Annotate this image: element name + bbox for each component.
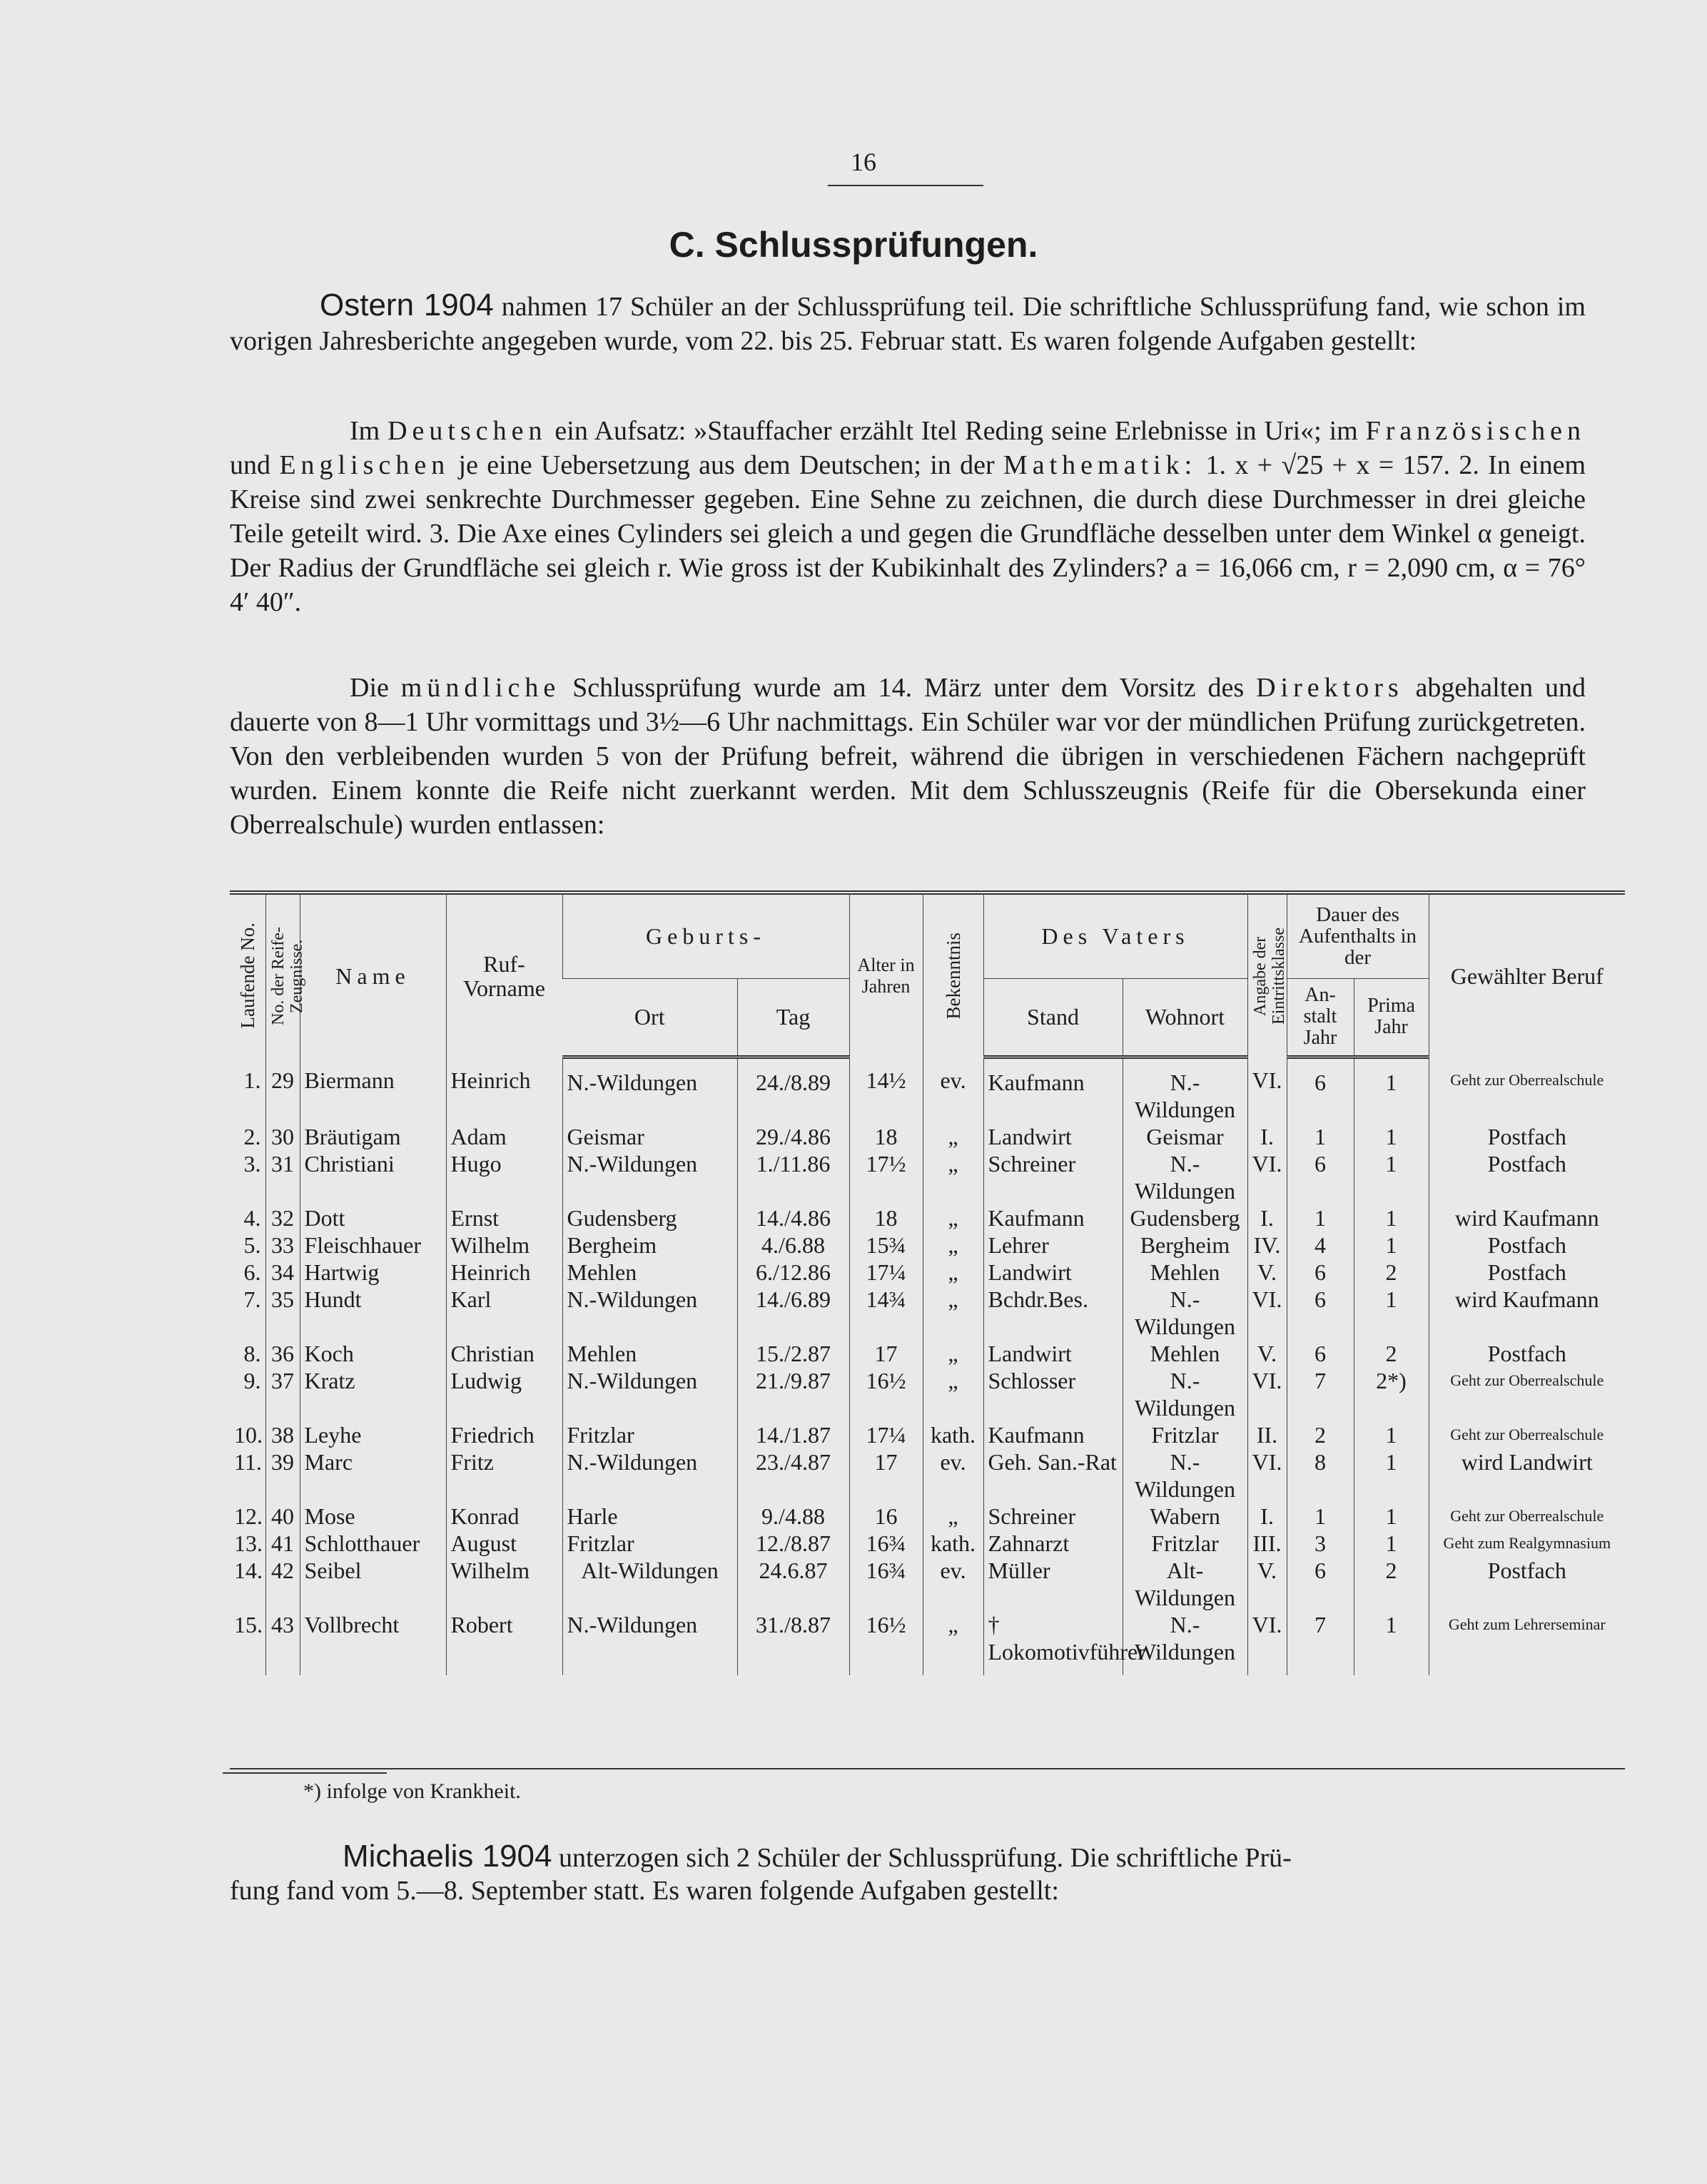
cell-beruf: Postfach bbox=[1429, 1123, 1625, 1150]
cell-anstalt: 1 bbox=[1287, 1123, 1354, 1150]
cell-wohnort: N.-Wildungen bbox=[1123, 1367, 1247, 1421]
michaelis-lead: Michaelis 1904 bbox=[343, 1839, 552, 1874]
cell-prima: 2*) bbox=[1354, 1367, 1429, 1421]
oral-exam-paragraph bbox=[230, 671, 1586, 842]
cell-lfd: 11. bbox=[234, 1448, 262, 1475]
cell-wohnort: Fritzlar bbox=[1123, 1530, 1247, 1557]
cell-stand: Landwirt bbox=[983, 1259, 1123, 1286]
cell-ruf: Wilhelm bbox=[446, 1231, 562, 1259]
cell-tag: 4./6.88 bbox=[737, 1231, 849, 1259]
cell-stand: † Lokomotivführer bbox=[983, 1611, 1123, 1675]
header-des-vaters: Des Vaters bbox=[983, 893, 1247, 978]
cell-reife: 33 bbox=[265, 1231, 300, 1259]
cell-anstalt: 3 bbox=[1287, 1530, 1354, 1557]
header-tag: Tag bbox=[737, 978, 849, 1057]
table-row bbox=[230, 1557, 1625, 1611]
cell-ruf: Heinrich bbox=[446, 1057, 562, 1123]
cell-ruf: Wilhelm bbox=[446, 1557, 562, 1611]
cell-ort: Mehlen bbox=[562, 1259, 737, 1286]
cell-eintritt: VI. bbox=[1247, 1611, 1287, 1675]
cell-stand: Zahnarzt bbox=[983, 1530, 1123, 1557]
cell-eintritt: VI. bbox=[1247, 1286, 1287, 1340]
header-wohnort: Wohnort bbox=[1123, 978, 1247, 1057]
cell-ruf: Christian bbox=[446, 1340, 562, 1367]
cell-name: Seibel bbox=[300, 1557, 446, 1611]
cell-eintritt: VI. bbox=[1247, 1448, 1287, 1503]
cell-tag: 14./1.87 bbox=[737, 1421, 849, 1448]
cell-anstalt: 2 bbox=[1287, 1421, 1354, 1448]
cell-ruf: Ludwig bbox=[446, 1367, 562, 1421]
cell-alter: 16¾ bbox=[849, 1557, 923, 1611]
oral-text-1: Die bbox=[350, 673, 389, 703]
cell-name: Kratz bbox=[300, 1367, 446, 1421]
cell-prima: 1 bbox=[1354, 1150, 1429, 1204]
graduates-table bbox=[230, 890, 1625, 1675]
cell-wohnort: N.-Wildungen bbox=[1123, 1286, 1247, 1340]
tasks-text-2: ein Aufsatz: »Stauffacher erzählt Itel Reding seine Erlebnisse in Uri«; im bbox=[554, 416, 1358, 446]
table-row bbox=[230, 1204, 1625, 1231]
cell-beruf: Geht zum Lehrerseminar bbox=[1429, 1611, 1625, 1675]
cell-anstalt: 1 bbox=[1287, 1204, 1354, 1231]
cell-alter: 16 bbox=[849, 1503, 923, 1530]
cell-tag: 24./8.89 bbox=[737, 1057, 849, 1123]
cell-alter: 16¾ bbox=[849, 1530, 923, 1557]
graduates-table-body bbox=[230, 1057, 1625, 1675]
cell-ruf: August bbox=[446, 1530, 562, 1557]
cell-stand: Schreiner bbox=[983, 1503, 1123, 1530]
cell-eintritt: V. bbox=[1247, 1259, 1287, 1286]
cell-bek: kath. bbox=[923, 1530, 983, 1557]
cell-tag: 15./2.87 bbox=[737, 1340, 849, 1367]
cell-bek: „ bbox=[923, 1340, 983, 1367]
cell-name: Leyhe bbox=[300, 1421, 446, 1448]
cell-ort: N.-Wildungen bbox=[562, 1367, 737, 1421]
cell-stand: Landwirt bbox=[983, 1340, 1123, 1367]
cell-lfd: 13. bbox=[234, 1530, 263, 1556]
cell-alter: 16½ bbox=[849, 1611, 923, 1675]
cell-beruf: Geht zur Oberrealschule bbox=[1429, 1367, 1625, 1421]
cell-anstalt: 6 bbox=[1287, 1286, 1354, 1340]
table-row bbox=[230, 1259, 1625, 1286]
michaelis-continuation: fung fand vom 5.—8. September statt. Es waren folgende Aufgaben gestellt: bbox=[230, 1876, 1059, 1906]
cell-bek: „ bbox=[923, 1367, 983, 1421]
table-row bbox=[230, 1503, 1625, 1530]
cell-name: Marc bbox=[300, 1448, 446, 1503]
cell-ort: Alt-Wildungen bbox=[562, 1557, 737, 1611]
cell-beruf: Geht zum Realgymnasium bbox=[1429, 1530, 1625, 1557]
table-row bbox=[230, 1530, 1625, 1557]
cell-lfd: 8. bbox=[243, 1340, 261, 1366]
table-row bbox=[230, 1421, 1625, 1448]
cell-reife: 42 bbox=[265, 1557, 300, 1611]
cell-alter: 18 bbox=[849, 1204, 923, 1231]
cell-lfd: 10. bbox=[234, 1421, 263, 1448]
cell-tag: 9./4.88 bbox=[737, 1503, 849, 1530]
cell-tag: 24.6.87 bbox=[737, 1557, 849, 1611]
cell-name: Dott bbox=[300, 1204, 446, 1231]
cell-reife: 40 bbox=[265, 1503, 300, 1530]
cell-eintritt: VI. bbox=[1247, 1367, 1287, 1421]
cell-lfd: 3. bbox=[243, 1150, 261, 1177]
cell-prima: 1 bbox=[1354, 1503, 1429, 1530]
tasks-text-5: 1. x + √25 + x = 157. 2. In einem Kreise sind zwei senkrechte Durchmesser gegeben. Eine Sehne zu zeichnen, die durch diese Durchmesser in drei gleiche Teile geteilt wird. 3. Die Axe eines Cylinders sei gleich a und gegen die Grundfläche desselben unter dem Winkel α geneigt. Der Radius der Grundfläche sei gleich r. Wie gross ist der Kubikinhalt des Zylinders? a = 16,066 cm, r = 2,090 cm, α = 76° 4′ 40″. bbox=[230, 450, 1586, 617]
header-beruf: Gewählter Beruf bbox=[1429, 893, 1625, 1057]
cell-prima: 1 bbox=[1354, 1530, 1429, 1557]
cell-anstalt: 8 bbox=[1287, 1448, 1354, 1503]
cell-reife: 29 bbox=[265, 1057, 300, 1123]
cell-tag: 6./12.86 bbox=[737, 1259, 849, 1286]
cell-stand: Kaufmann bbox=[983, 1204, 1123, 1231]
cell-tag: 14./4.86 bbox=[737, 1204, 849, 1231]
cell-wohnort: Bergheim bbox=[1123, 1231, 1247, 1259]
cell-beruf: Postfach bbox=[1429, 1259, 1625, 1286]
cell-reife: 32 bbox=[265, 1204, 300, 1231]
cell-prima: 1 bbox=[1354, 1421, 1429, 1448]
cell-anstalt: 4 bbox=[1287, 1231, 1354, 1259]
section-title: C. Schlussprüfungen. bbox=[669, 225, 1038, 265]
cell-tag: 12./8.87 bbox=[737, 1530, 849, 1557]
oral-muendliche: mündliche bbox=[400, 673, 561, 703]
cell-beruf: Postfach bbox=[1429, 1340, 1625, 1367]
cell-bek: „ bbox=[923, 1503, 983, 1530]
tasks-paragraph bbox=[230, 414, 1586, 619]
cell-reife: 39 bbox=[265, 1448, 300, 1503]
table-row bbox=[230, 1611, 1625, 1675]
cell-bek: „ bbox=[923, 1286, 983, 1340]
cell-wohnort: N.-Wildungen bbox=[1123, 1448, 1247, 1503]
table-row bbox=[230, 1367, 1625, 1421]
cell-prima: 1 bbox=[1354, 1057, 1429, 1123]
table-row bbox=[230, 1057, 1625, 1123]
cell-wohnort: N.-Wildungen bbox=[1123, 1150, 1247, 1204]
cell-wohnort: Geismar bbox=[1123, 1123, 1247, 1150]
table-row bbox=[230, 1448, 1625, 1503]
cell-ruf: Robert bbox=[446, 1611, 562, 1675]
header-reife-no: No. der Reife-Zeugnisse. bbox=[265, 893, 300, 1057]
table-bottom-rule bbox=[230, 1768, 1625, 1769]
cell-reife: 41 bbox=[265, 1530, 300, 1557]
subject-mathematik: Mathematik: bbox=[1003, 450, 1197, 480]
cell-bek: „ bbox=[923, 1123, 983, 1150]
cell-name: Bräutigam bbox=[300, 1123, 446, 1150]
michaelis-text: unterzogen sich 2 Schüler der Schlussprüfung. Die schriftliche Prü- bbox=[559, 1843, 1292, 1873]
table-row bbox=[230, 1123, 1625, 1150]
cell-ruf: Adam bbox=[446, 1123, 562, 1150]
intro-lead: Ostern 1904 bbox=[320, 288, 494, 322]
footnote: *) infolge von Krankheit. bbox=[303, 1779, 521, 1803]
cell-name: Vollbrecht bbox=[300, 1611, 446, 1675]
cell-tag: 31./8.87 bbox=[737, 1611, 849, 1675]
subject-englisch: Englischen bbox=[279, 450, 450, 480]
cell-name: Christiani bbox=[300, 1150, 446, 1204]
cell-beruf: wird Kaufmann bbox=[1429, 1286, 1625, 1340]
cell-lfd: 2. bbox=[243, 1123, 261, 1149]
cell-tag: 29./4.86 bbox=[737, 1123, 849, 1150]
cell-alter: 17½ bbox=[849, 1150, 923, 1204]
oral-direktor: Direktors bbox=[1256, 673, 1404, 703]
cell-wohnort: N.-Wildungen bbox=[1123, 1611, 1247, 1675]
cell-anstalt: 1 bbox=[1287, 1503, 1354, 1530]
header-laufende-no: Laufende No. bbox=[230, 893, 265, 1057]
cell-eintritt: VI. bbox=[1247, 1150, 1287, 1204]
cell-lfd: 7. bbox=[243, 1286, 261, 1312]
cell-name: Hartwig bbox=[300, 1259, 446, 1286]
cell-alter: 15¾ bbox=[849, 1231, 923, 1259]
cell-tag: 14./6.89 bbox=[737, 1286, 849, 1340]
cell-reife: 34 bbox=[265, 1259, 300, 1286]
cell-beruf: Postfach bbox=[1429, 1231, 1625, 1259]
cell-lfd: 14. bbox=[234, 1557, 263, 1583]
header-name: Name bbox=[300, 893, 446, 1057]
cell-beruf: Geht zur Oberrealschule bbox=[1429, 1057, 1625, 1123]
cell-ort: Fritzlar bbox=[562, 1421, 737, 1448]
cell-anstalt: 7 bbox=[1287, 1611, 1354, 1675]
cell-ort: Bergheim bbox=[562, 1231, 737, 1259]
header-eintrittsklasse: Angabe der Eintrittsklasse bbox=[1247, 893, 1287, 1057]
cell-prima: 1 bbox=[1354, 1123, 1429, 1150]
cell-bek: „ bbox=[923, 1204, 983, 1231]
cell-stand: Bchdr.Bes. bbox=[983, 1286, 1123, 1340]
cell-eintritt: I. bbox=[1247, 1503, 1287, 1530]
cell-wohnort: Alt-Wildungen bbox=[1123, 1557, 1247, 1611]
cell-stand: Kaufmann bbox=[983, 1057, 1123, 1123]
cell-eintritt: I. bbox=[1247, 1123, 1287, 1150]
cell-prima: 1 bbox=[1354, 1286, 1429, 1340]
cell-reife: 30 bbox=[265, 1123, 300, 1150]
header-geburts: Geburts- bbox=[562, 893, 849, 978]
cell-beruf: Postfach bbox=[1429, 1150, 1625, 1204]
cell-reife: 35 bbox=[265, 1286, 300, 1340]
header-stand: Stand bbox=[983, 978, 1123, 1057]
cell-stand: Lehrer bbox=[983, 1231, 1123, 1259]
footnote-rule bbox=[223, 1772, 387, 1774]
michaelis-paragraph bbox=[343, 1839, 1586, 1875]
cell-bek: „ bbox=[923, 1259, 983, 1286]
cell-beruf: Geht zur Oberrealschule bbox=[1429, 1421, 1625, 1448]
cell-wohnort: N.-Wildungen bbox=[1123, 1057, 1247, 1123]
header-anstalt: An-stalt Jahr bbox=[1287, 978, 1354, 1057]
cell-prima: 1 bbox=[1354, 1204, 1429, 1231]
cell-beruf: Geht zur Oberrealschule bbox=[1429, 1503, 1625, 1530]
cell-bek: ev. bbox=[923, 1557, 983, 1611]
cell-ruf: Hugo bbox=[446, 1150, 562, 1204]
cell-ruf: Konrad bbox=[446, 1503, 562, 1530]
cell-ruf: Karl bbox=[446, 1286, 562, 1340]
cell-tag: 1./11.86 bbox=[737, 1150, 849, 1204]
cell-ruf: Friedrich bbox=[446, 1421, 562, 1448]
cell-lfd: 6. bbox=[243, 1259, 261, 1285]
header-alter: Alter in Jahren bbox=[849, 893, 923, 1057]
subject-franzoesisch: Französischen bbox=[1365, 416, 1586, 446]
cell-ruf: Ernst bbox=[446, 1204, 562, 1231]
cell-eintritt: IV. bbox=[1247, 1231, 1287, 1259]
cell-bek: ev. bbox=[923, 1057, 983, 1123]
cell-alter: 14¾ bbox=[849, 1286, 923, 1340]
tasks-text-4: je eine Uebersetzung aus dem Deutschen; in der bbox=[458, 450, 995, 480]
cell-wohnort: Wabern bbox=[1123, 1503, 1247, 1530]
cell-anstalt: 6 bbox=[1287, 1340, 1354, 1367]
cell-wohnort: Mehlen bbox=[1123, 1340, 1247, 1367]
cell-stand: Landwirt bbox=[983, 1123, 1123, 1150]
cell-bek: „ bbox=[923, 1231, 983, 1259]
cell-wohnort: Fritzlar bbox=[1123, 1421, 1247, 1448]
tasks-text-1: Im bbox=[350, 416, 380, 446]
cell-ort: Geismar bbox=[562, 1123, 737, 1150]
cell-name: Schlotthauer bbox=[300, 1530, 446, 1557]
cell-name: Koch bbox=[300, 1340, 446, 1367]
cell-alter: 16½ bbox=[849, 1367, 923, 1421]
cell-stand: Geh. San.-Rat bbox=[983, 1448, 1123, 1503]
cell-name: Biermann bbox=[300, 1057, 446, 1123]
cell-reife: 36 bbox=[265, 1340, 300, 1367]
cell-ort: Mehlen bbox=[562, 1340, 737, 1367]
cell-reife: 38 bbox=[265, 1421, 300, 1448]
cell-eintritt: V. bbox=[1247, 1340, 1287, 1367]
cell-ort: N.-Wildungen bbox=[562, 1150, 737, 1204]
cell-ort: Gudensberg bbox=[562, 1204, 737, 1231]
cell-bek: ev. bbox=[923, 1448, 983, 1503]
cell-stand: Müller bbox=[983, 1557, 1123, 1611]
cell-bek: kath. bbox=[923, 1421, 983, 1448]
cell-eintritt: II. bbox=[1247, 1421, 1287, 1448]
cell-reife: 37 bbox=[265, 1367, 300, 1421]
cell-beruf: Postfach bbox=[1429, 1557, 1625, 1611]
cell-ruf: Fritz bbox=[446, 1448, 562, 1503]
page-number-rule bbox=[828, 185, 983, 186]
intro-paragraph bbox=[230, 288, 1586, 358]
cell-prima: 2 bbox=[1354, 1557, 1429, 1611]
cell-anstalt: 6 bbox=[1287, 1057, 1354, 1123]
cell-ort: N.-Wildungen bbox=[562, 1286, 737, 1340]
cell-stand: Schreiner bbox=[983, 1150, 1123, 1204]
subject-deutsch: Deutschen bbox=[388, 416, 547, 446]
cell-stand: Schlosser bbox=[983, 1367, 1123, 1421]
page-number: 16 bbox=[851, 148, 876, 176]
cell-wohnort: Gudensberg bbox=[1123, 1204, 1247, 1231]
intro-text: nahmen 17 Schüler an der Schlussprüfung teil. Die schriftliche Schlussprüfung fand, wie schon im vorigen Jahresberichte angegeben wurde, vom 22. bis 25. Februar statt. Es waren folgende Aufgaben gestellt: bbox=[230, 292, 1586, 356]
cell-ort: N.-Wildungen bbox=[562, 1611, 737, 1675]
cell-name: Fleischhauer bbox=[300, 1231, 446, 1259]
cell-lfd: 15. bbox=[234, 1611, 263, 1637]
cell-lfd: 9. bbox=[243, 1367, 261, 1393]
table-row bbox=[230, 1231, 1625, 1259]
table-row bbox=[230, 1150, 1625, 1204]
cell-bek: „ bbox=[923, 1611, 983, 1675]
header-dauer: Dauer des Aufenthalts in der bbox=[1287, 893, 1429, 978]
cell-eintritt: I. bbox=[1247, 1204, 1287, 1231]
oral-text-3: abgehalten und dauerte von 8—1 Uhr vormittags und 3½—6 Uhr nachmittags. Ein Schüler war vor der mündlichen Prüfung zurückgetreten. Von den verbleibenden wurden 5 von der Prüfung befreit, während die übrigen in verschiedenen Fächern nachgeprüft wurden. Einem konnte die Reife nicht zuerkannt werden. Mit dem Schlusszeugnis (Reife für die Obersekunda einer Oberrealschule) wurden entlassen: bbox=[230, 673, 1586, 840]
cell-eintritt: III. bbox=[1247, 1530, 1287, 1557]
header-bekenntnis: Bekenntnis bbox=[923, 893, 983, 1057]
cell-anstalt: 6 bbox=[1287, 1557, 1354, 1611]
cell-alter: 14½ bbox=[849, 1057, 923, 1123]
cell-reife: 31 bbox=[265, 1150, 300, 1204]
cell-tag: 21./9.87 bbox=[737, 1367, 849, 1421]
cell-reife: 43 bbox=[265, 1611, 300, 1675]
cell-prima: 1 bbox=[1354, 1231, 1429, 1259]
cell-lfd: 12. bbox=[234, 1503, 263, 1529]
cell-name: Hundt bbox=[300, 1286, 446, 1340]
cell-eintritt: VI. bbox=[1247, 1057, 1287, 1123]
oral-text-2: Schlussprüfung wurde am 14. März unter dem Vorsitz des bbox=[572, 673, 1245, 703]
table-row bbox=[230, 1340, 1625, 1367]
cell-ruf: Heinrich bbox=[446, 1259, 562, 1286]
cell-prima: 1 bbox=[1354, 1611, 1429, 1675]
cell-anstalt: 6 bbox=[1287, 1150, 1354, 1204]
header-ort: Ort bbox=[562, 978, 737, 1057]
cell-beruf: wird Landwirt bbox=[1429, 1448, 1625, 1503]
cell-stand: Kaufmann bbox=[983, 1421, 1123, 1448]
cell-bek: „ bbox=[923, 1150, 983, 1204]
cell-ort: N.-Wildungen bbox=[562, 1448, 737, 1503]
header-rufvorname: Ruf-Vorname bbox=[446, 893, 562, 1057]
cell-prima: 2 bbox=[1354, 1259, 1429, 1286]
cell-alter: 17¼ bbox=[849, 1421, 923, 1448]
cell-lfd: 4. bbox=[243, 1204, 261, 1231]
cell-alter: 17 bbox=[849, 1448, 923, 1503]
cell-alter: 17 bbox=[849, 1340, 923, 1367]
cell-wohnort: Mehlen bbox=[1123, 1259, 1247, 1286]
cell-alter: 18 bbox=[849, 1123, 923, 1150]
table-row bbox=[230, 1286, 1625, 1340]
cell-lfd: 1. bbox=[243, 1067, 261, 1093]
cell-name: Mose bbox=[300, 1503, 446, 1530]
cell-lfd: 5. bbox=[243, 1231, 261, 1258]
header-prima: Prima Jahr bbox=[1354, 978, 1429, 1057]
tasks-text-3: und bbox=[230, 450, 270, 480]
cell-anstalt: 7 bbox=[1287, 1367, 1354, 1421]
cell-ort: Harle bbox=[562, 1503, 737, 1530]
cell-ort: Fritzlar bbox=[562, 1530, 737, 1557]
cell-beruf: wird Kaufmann bbox=[1429, 1204, 1625, 1231]
cell-eintritt: V. bbox=[1247, 1557, 1287, 1611]
cell-anstalt: 6 bbox=[1287, 1259, 1354, 1286]
cell-prima: 1 bbox=[1354, 1448, 1429, 1503]
cell-tag: 23./4.87 bbox=[737, 1448, 849, 1503]
cell-prima: 2 bbox=[1354, 1340, 1429, 1367]
cell-alter: 17¼ bbox=[849, 1259, 923, 1286]
cell-ort: N.-Wildungen bbox=[562, 1057, 737, 1123]
